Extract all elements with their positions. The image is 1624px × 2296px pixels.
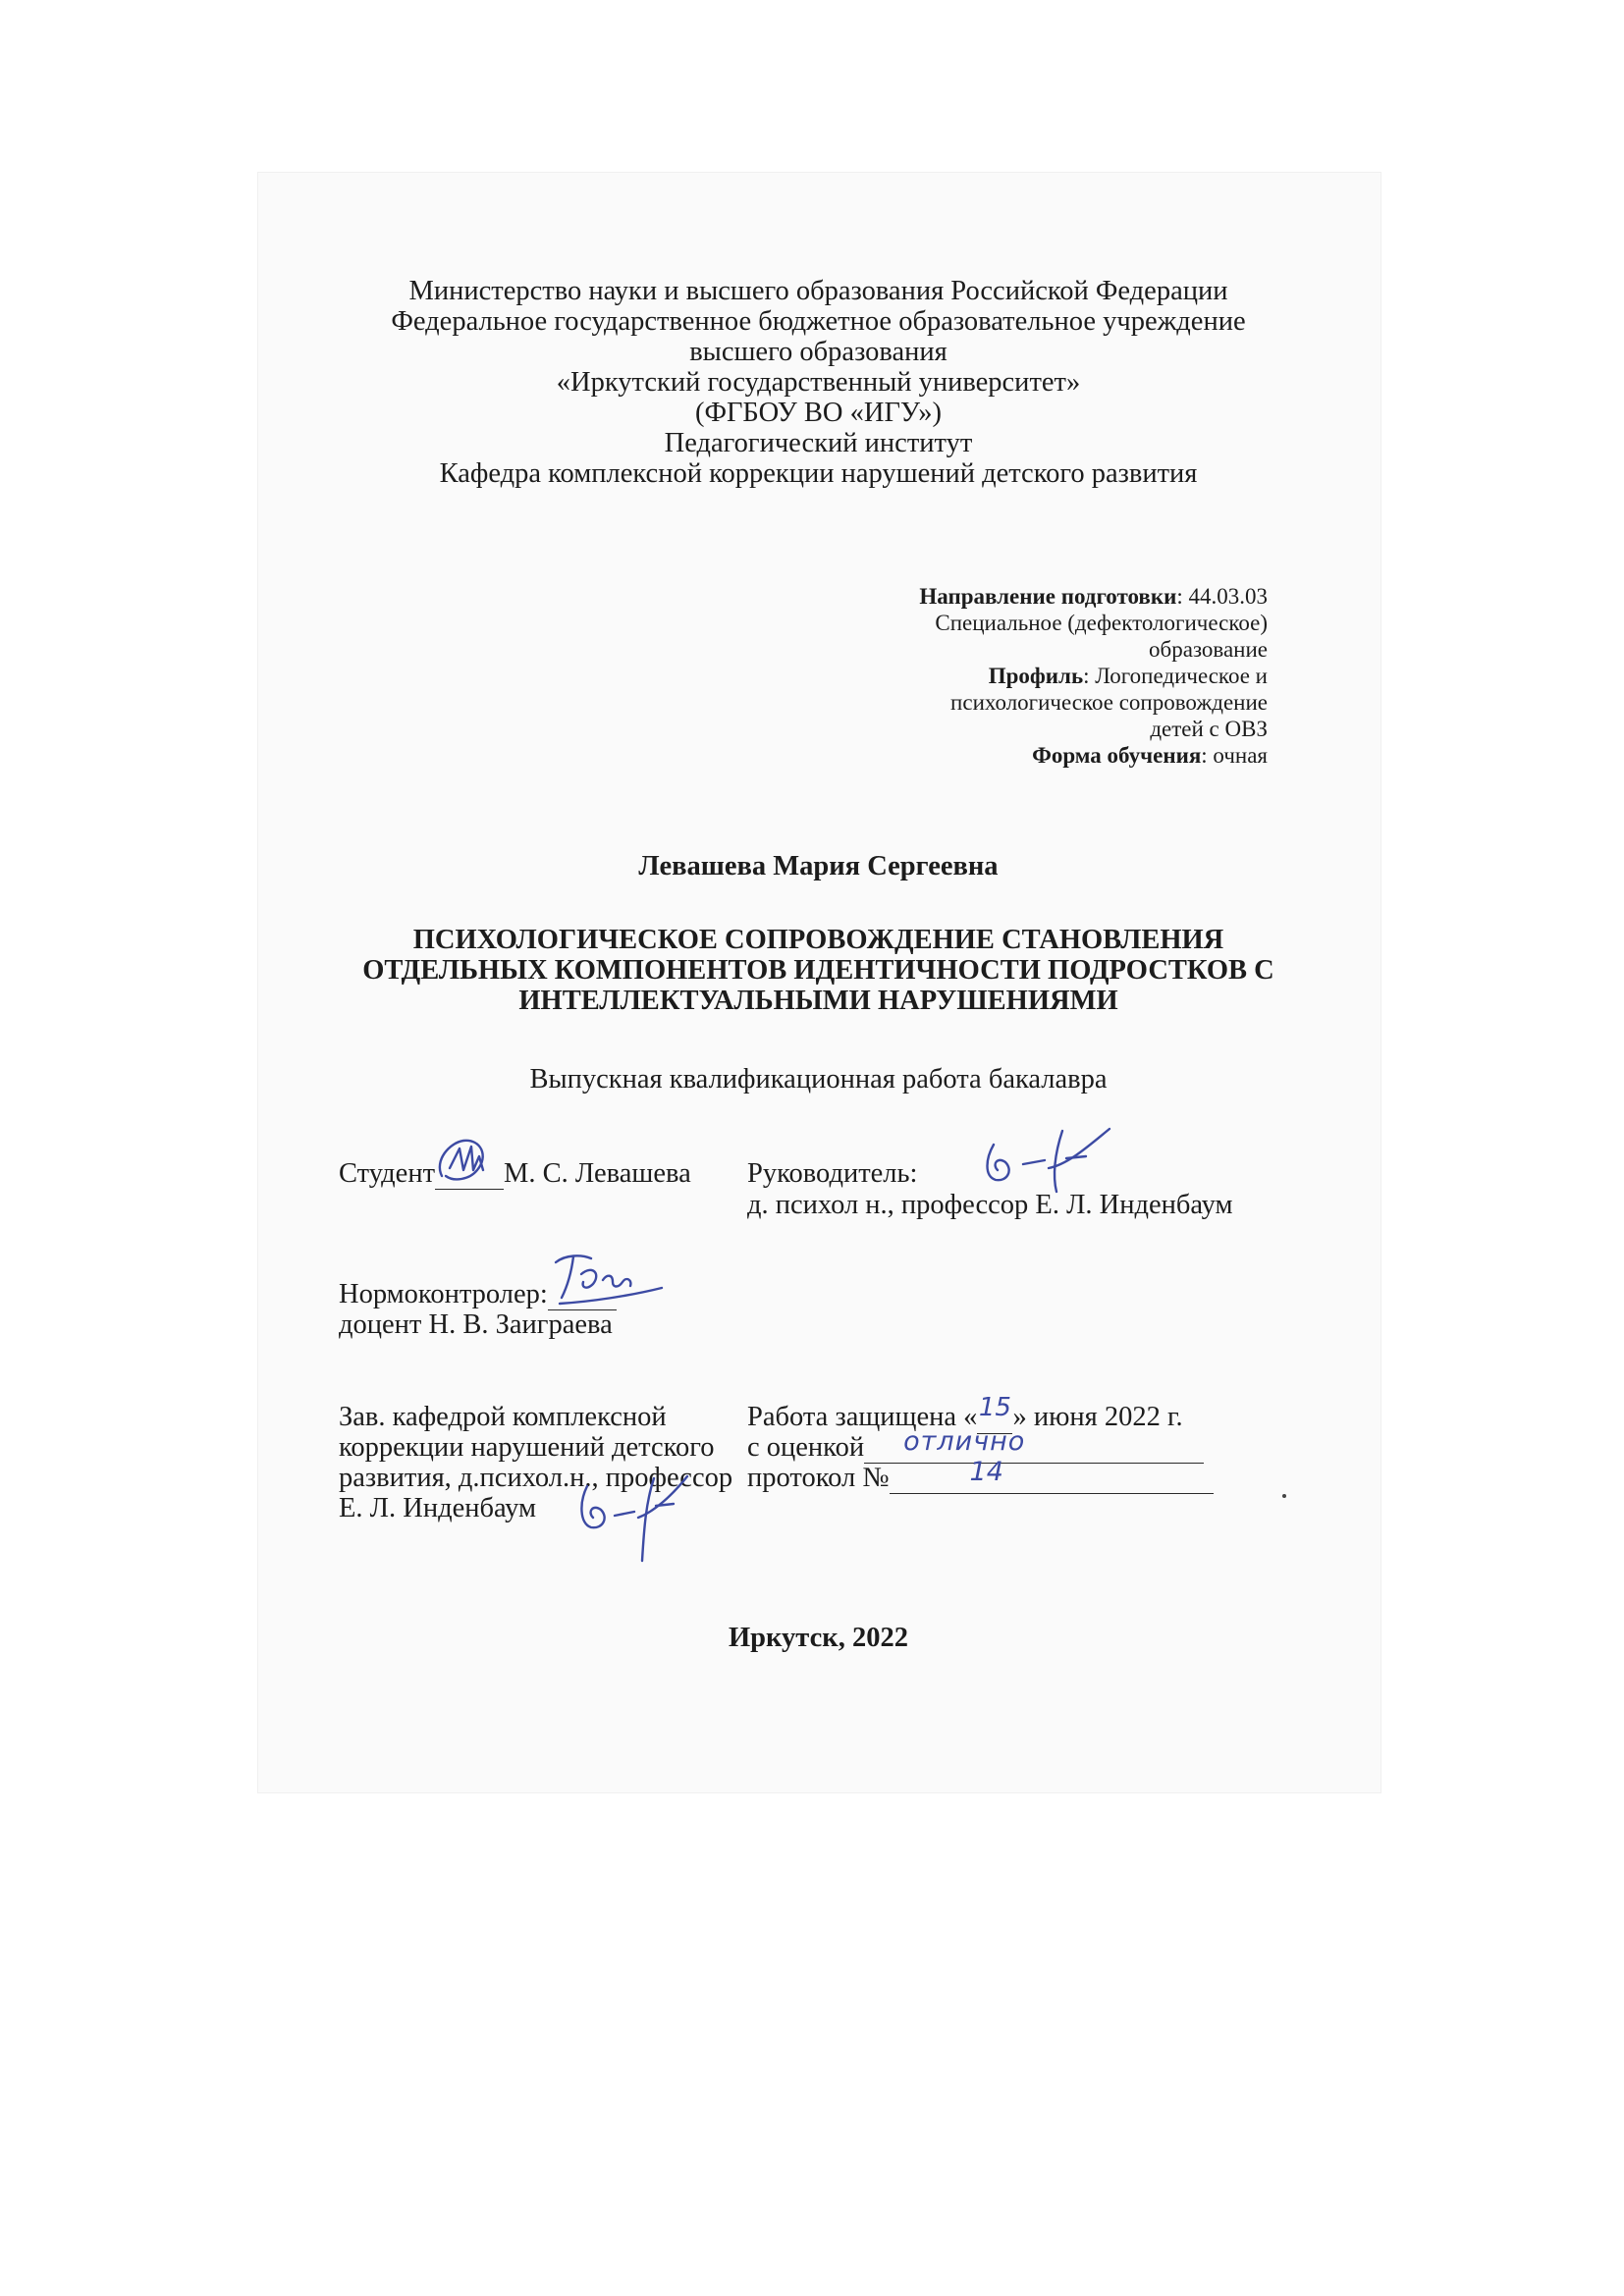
direction-name-1: Специальное (дефектологическое): [935, 611, 1268, 635]
study-form-label: Форма обучения: [1032, 743, 1202, 768]
normcontrol-name: доцент Н. В. Заиграева: [339, 1309, 613, 1340]
work-type: Выпускная квалификационная работа бакалавра: [529, 1064, 1108, 1095]
student-name: М. С. Левашева: [504, 1158, 691, 1189]
profile-value-2: психологическое сопровождение: [950, 690, 1268, 715]
institute-name: Педагогический институт: [664, 428, 973, 458]
profile-line: [844, 663, 1268, 689]
supervisor-name: д. психол н., профессор Е. Л. Инденбаум: [747, 1190, 1233, 1220]
head-line-3: развития, д.психол.н., профессор: [339, 1463, 733, 1493]
profile-value-1: : Логопедическое и: [1083, 664, 1268, 688]
head-line-2: коррекции нарушений детского: [339, 1432, 715, 1463]
university-name: «Иркутский государственный университет»: [556, 367, 1081, 398]
ministry-line: Министерство науки и высшего образования Российской Федерации: [408, 276, 1228, 306]
protocol-label: протокол №: [747, 1463, 890, 1493]
protocol-line: [747, 1457, 1214, 1494]
education-level-line: высшего образования: [689, 337, 947, 367]
protocol-field: [890, 1457, 1214, 1494]
normcontrol-signature-image: [542, 1245, 670, 1313]
defense-day: 15: [978, 1393, 1011, 1422]
grade-label: с оценкой: [747, 1432, 865, 1463]
author-name: Левашева Мария Сергеевна: [638, 851, 999, 881]
profile-label: Профиль: [988, 664, 1084, 688]
head-line-1: Зав. кафедрой комплексной: [339, 1402, 667, 1432]
thesis-title-line-1: ПСИХОЛОГИЧЕСКОЕ СОПРОВОЖДЕНИЕ СТАНОВЛЕНИЯ: [412, 925, 1224, 955]
supervisor-signature-image: [972, 1119, 1139, 1198]
grade-field: [864, 1426, 1204, 1464]
study-form-value: : очная: [1201, 743, 1268, 768]
head-signature-image: [569, 1463, 697, 1571]
defense-prefix: Работа защищена «: [747, 1402, 978, 1432]
direction-name-2: образование: [1149, 637, 1268, 662]
city-year: Иркутск, 2022: [729, 1623, 908, 1653]
direction-line: [844, 583, 1268, 610]
student-signature-image: [420, 1131, 518, 1190]
grade-value: отлично: [903, 1426, 1026, 1457]
scan-dot: [1282, 1494, 1286, 1498]
defense-suffix: » июня 2022 г.: [1012, 1402, 1183, 1432]
supervisor-label: Руководитель:: [747, 1158, 918, 1189]
department-name: Кафедра комплексной коррекции нарушений детского развития: [439, 458, 1198, 489]
direction-code: : 44.03.03: [1176, 584, 1268, 609]
profile-value-3: детей с ОВЗ: [1150, 717, 1268, 741]
thesis-title-line-2: ОТДЕЛЬНЫХ КОМПОНЕНТОВ ИДЕНТИЧНОСТИ ПОДРОСТКОВ С: [362, 955, 1274, 986]
head-line-4: Е. Л. Инденбаум: [339, 1493, 537, 1523]
institution-type-line: Федеральное государственное бюджетное образовательное учреждение: [391, 306, 1246, 337]
normcontrol-label: Нормоконтролер:: [339, 1279, 548, 1309]
thesis-title-line-3: ИНТЕЛЛЕКТУАЛЬНЫМИ НАРУШЕНИЯМИ: [518, 986, 1118, 1016]
direction-label: Направление подготовки: [919, 584, 1177, 609]
university-abbreviation: (ФГБОУ ВО «ИГУ»): [694, 398, 943, 428]
protocol-value: 14: [969, 1457, 1003, 1487]
student-label: Студент: [339, 1158, 436, 1189]
study-form-line: [844, 742, 1268, 769]
